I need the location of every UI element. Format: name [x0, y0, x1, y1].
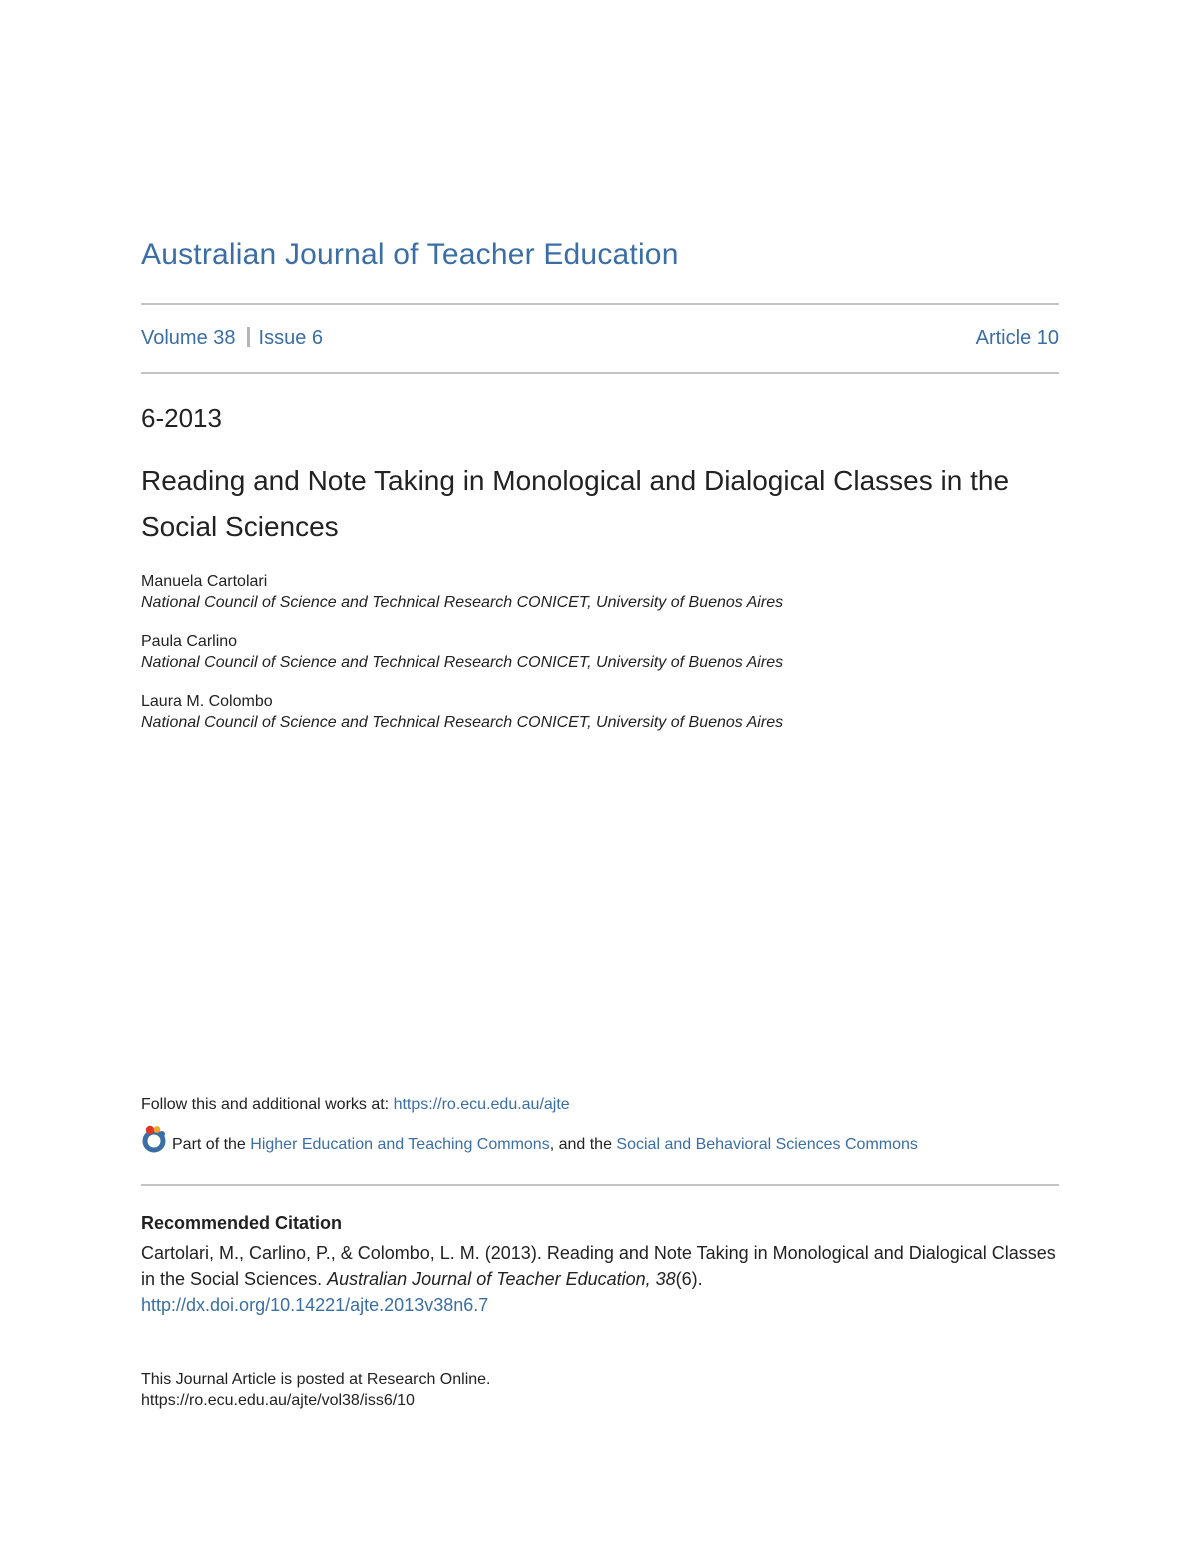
article-number-link[interactable]: Article 10: [975, 327, 1059, 349]
citation-heading: Recommended Citation: [141, 1213, 343, 1233]
posted-url: https://ro.ecu.edu.au/ajte/vol38/iss6/10: [141, 1392, 415, 1409]
citation-body: [141, 1240, 1066, 1318]
citation-text: Cartolari, M., Carlino, P., & Colombo, L. M. (2013). Reading and Note Taking in Monological and Dialogical Classes in the Social Sciences.: [141, 1243, 1056, 1289]
social-behavioral-commons-link[interactable]: Social and Behavioral Sciences Commons: [616, 1136, 918, 1153]
network-commons-icon: [141, 1125, 167, 1153]
posted-notice: [141, 1369, 491, 1411]
divider: [141, 1184, 1059, 1186]
commons-middle: , and the: [549, 1136, 617, 1153]
divider: [141, 372, 1059, 374]
author-entry: [141, 571, 1071, 613]
author-affiliation: National Council of Science and Technical Research CONICET, University of Buenos Aires: [141, 714, 784, 731]
follow-line: [141, 1096, 570, 1114]
higher-education-commons-link[interactable]: Higher Education and Teaching Commons: [250, 1136, 550, 1153]
citation-issue: (6).: [675, 1269, 703, 1289]
author-affiliation: National Council of Science and Technical Research CONICET, University of Buenos Aires: [141, 654, 784, 671]
issue-link[interactable]: Issue 6: [258, 327, 323, 349]
citation-journal: Australian Journal of Teacher Education, 38: [327, 1269, 676, 1289]
publication-date: 6-2013: [141, 403, 222, 433]
journal-title[interactable]: Australian Journal of Teacher Education: [141, 238, 679, 271]
author-entry: [141, 691, 1071, 733]
author-name: Paula Carlino: [141, 633, 238, 650]
author-name: Manuela Cartolari: [141, 573, 268, 590]
separator: [247, 327, 250, 347]
author-entry: [141, 631, 1071, 673]
author-list: [141, 571, 1071, 751]
author-affiliation: National Council of Science and Technical Research CONICET, University of Buenos Aires: [141, 594, 784, 611]
volume-link[interactable]: Volume 38: [141, 327, 236, 349]
follow-label: Follow this and additional works at:: [141, 1096, 394, 1113]
commons-prefix: Part of the: [172, 1136, 251, 1153]
divider: [141, 303, 1059, 305]
article-title: Reading and Note Taking in Monological and Dialogical Classes in the Social Sciences: [141, 465, 1010, 542]
author-name: Laura M. Colombo: [141, 693, 273, 710]
follow-url-link[interactable]: https://ro.ecu.edu.au/ajte: [393, 1096, 570, 1113]
issue-info: [141, 327, 1059, 355]
commons-text: [172, 1136, 918, 1154]
doi-link[interactable]: http://dx.doi.org/10.14221/ajte.2013v38n6.7: [141, 1295, 489, 1315]
posted-line: This Journal Article is posted at Research Online.: [141, 1371, 491, 1388]
